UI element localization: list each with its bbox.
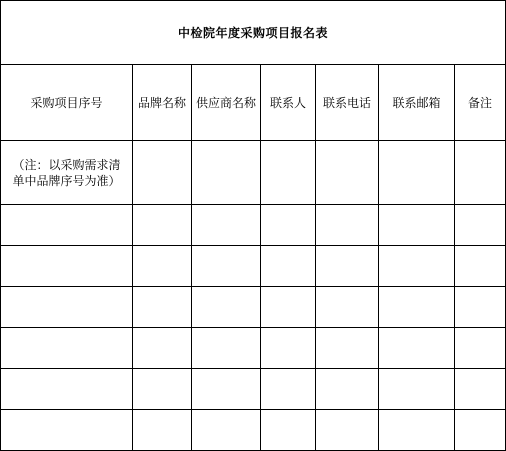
header-remarks: 备注: [455, 65, 506, 141]
remarks-cell[interactable]: [455, 410, 506, 451]
contact-phone-cell[interactable]: [316, 369, 379, 410]
contact-email-cell[interactable]: [379, 410, 455, 451]
contact-phone-cell[interactable]: [316, 410, 379, 451]
brand-name-cell[interactable]: [133, 141, 192, 205]
note-line-2: 单中品牌序号为准）: [12, 173, 121, 188]
supplier-name-cell[interactable]: [192, 205, 261, 246]
header-row: [1, 65, 506, 141]
table-row: [1, 287, 506, 328]
header-contact-email: 联系邮箱: [379, 65, 455, 141]
contact-phone-cell[interactable]: [316, 328, 379, 369]
item-number-note: [1, 141, 133, 205]
remarks-cell[interactable]: [455, 205, 506, 246]
contact-person-cell[interactable]: [261, 410, 316, 451]
supplier-name-cell[interactable]: [192, 141, 261, 205]
contact-person-cell[interactable]: [261, 246, 316, 287]
table-row: [1, 328, 506, 369]
contact-person-cell[interactable]: [261, 205, 316, 246]
contact-email-cell[interactable]: [379, 287, 455, 328]
brand-name-cell[interactable]: [133, 369, 192, 410]
header-item-number: 采购项目序号: [1, 65, 133, 141]
supplier-name-cell[interactable]: [192, 287, 261, 328]
header-contact-person: 联系人: [261, 65, 316, 141]
brand-name-cell[interactable]: [133, 205, 192, 246]
table-row: [1, 205, 506, 246]
remarks-cell[interactable]: [455, 141, 506, 205]
brand-name-cell[interactable]: [133, 246, 192, 287]
supplier-name-cell[interactable]: [192, 328, 261, 369]
contact-email-cell[interactable]: [379, 246, 455, 287]
brand-name-cell[interactable]: [133, 287, 192, 328]
supplier-name-cell[interactable]: [192, 410, 261, 451]
contact-email-cell[interactable]: [379, 141, 455, 205]
item-number-cell[interactable]: [1, 328, 133, 369]
remarks-cell[interactable]: [455, 246, 506, 287]
brand-name-cell[interactable]: [133, 410, 192, 451]
header-brand-name: 品牌名称: [133, 65, 192, 141]
item-number-cell[interactable]: [1, 410, 133, 451]
table-row: [1, 246, 506, 287]
contact-email-cell[interactable]: [379, 369, 455, 410]
remarks-cell[interactable]: [455, 287, 506, 328]
header-supplier-name: 供应商名称: [192, 65, 261, 141]
contact-phone-cell[interactable]: [316, 287, 379, 328]
contact-email-cell[interactable]: [379, 328, 455, 369]
item-number-cell[interactable]: [1, 287, 133, 328]
contact-person-cell[interactable]: [261, 287, 316, 328]
contact-email-cell[interactable]: [379, 205, 455, 246]
contact-phone-cell[interactable]: [316, 246, 379, 287]
contact-person-cell[interactable]: [261, 369, 316, 410]
form-title: 中检院年度采购项目报名表: [1, 1, 506, 65]
note-line-1: （注：以采购需求清: [12, 157, 121, 172]
item-number-cell[interactable]: [1, 205, 133, 246]
item-number-cell[interactable]: [1, 369, 133, 410]
table-row: [1, 369, 506, 410]
contact-person-cell[interactable]: [261, 328, 316, 369]
note-row: [1, 141, 506, 205]
header-contact-phone: 联系电话: [316, 65, 379, 141]
table-row: [1, 410, 506, 451]
brand-name-cell[interactable]: [133, 328, 192, 369]
remarks-cell[interactable]: [455, 328, 506, 369]
contact-person-cell[interactable]: [261, 141, 316, 205]
supplier-name-cell[interactable]: [192, 369, 261, 410]
contact-phone-cell[interactable]: [316, 141, 379, 205]
item-number-cell[interactable]: [1, 246, 133, 287]
remarks-cell[interactable]: [455, 369, 506, 410]
contact-phone-cell[interactable]: [316, 205, 379, 246]
supplier-name-cell[interactable]: [192, 246, 261, 287]
